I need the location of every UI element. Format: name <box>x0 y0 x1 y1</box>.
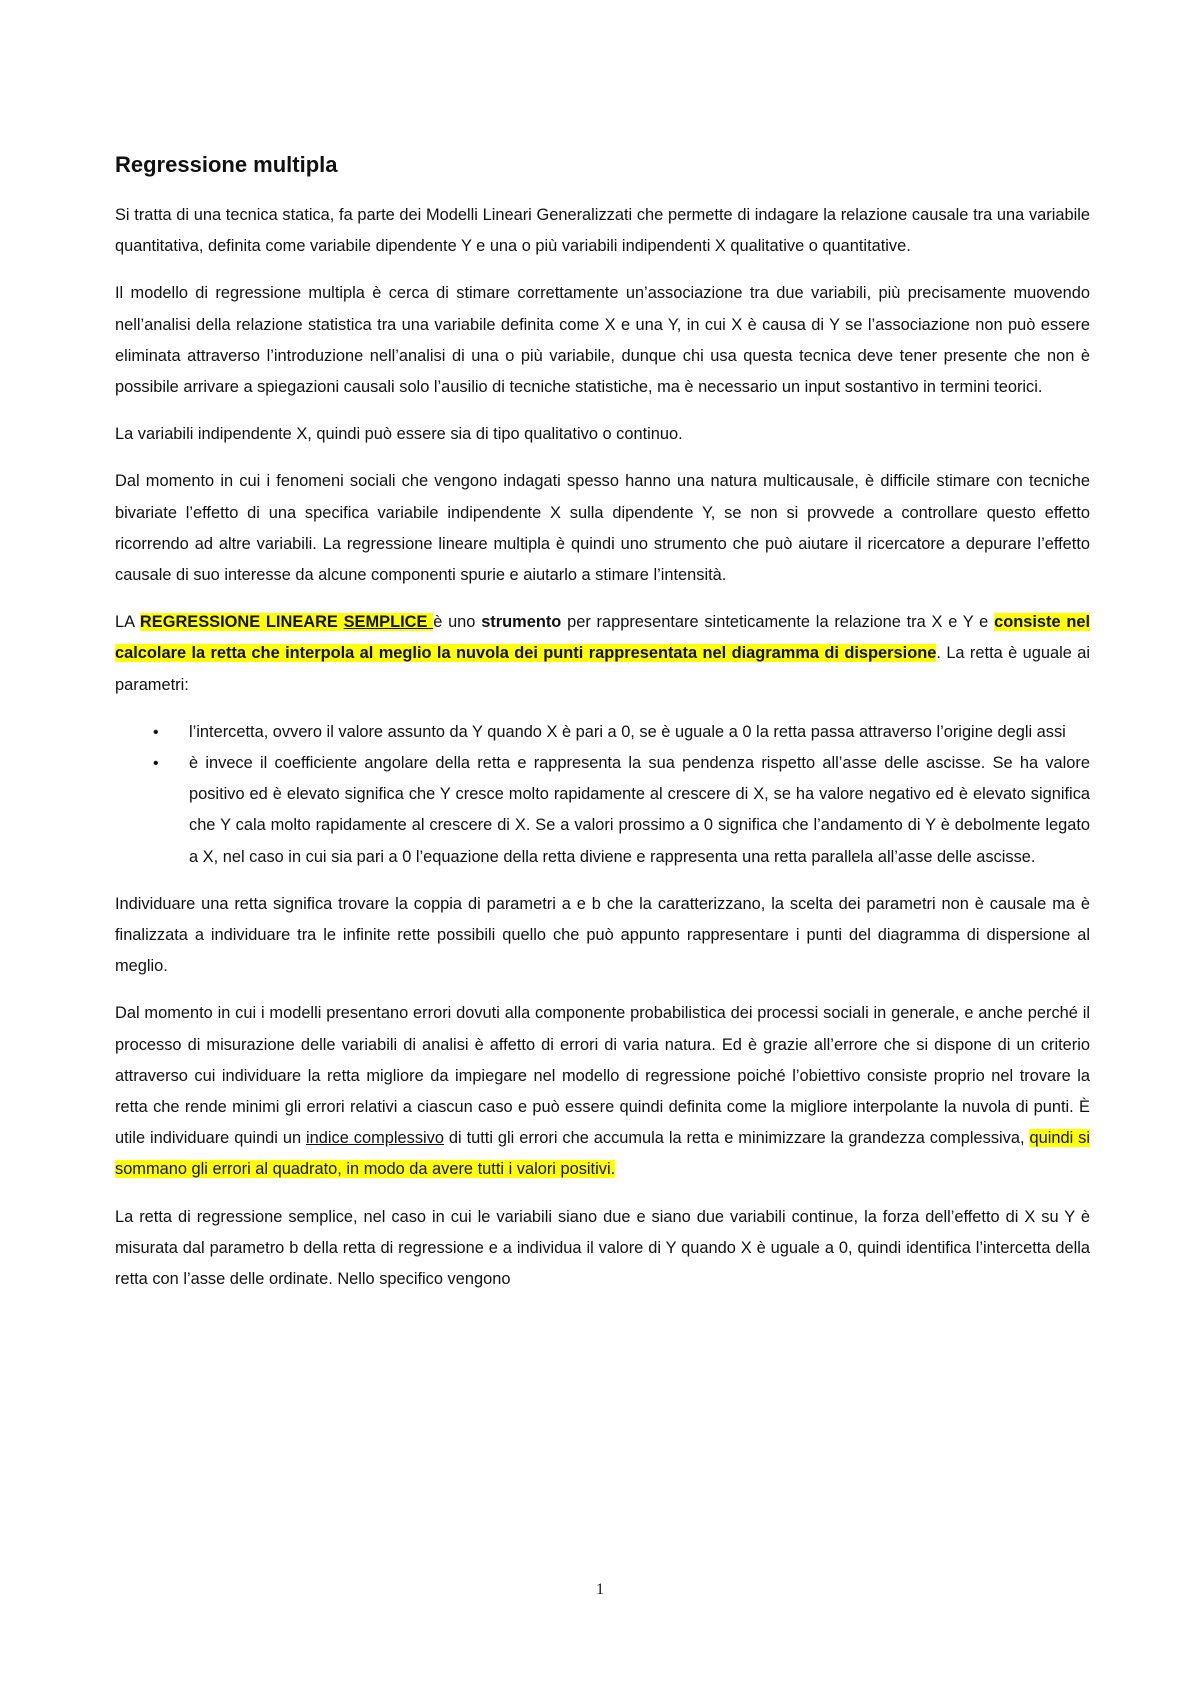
text-run: è uno <box>433 613 482 632</box>
highlight-definition: consiste nel calcolare la retta che interpola al meglio la nuvola dei punti rappresentata nel diagramma di dispersione <box>115 613 1091 663</box>
list-item-text: è invece il coefficiente angolare della retta e rappresenta la sua pendenza rispetto all’asse delle ascisse. Se ha valore positivo ed è elevato significa che Y cresce molto rapidamente al crescere di X, se ha valore negativo ed è elevato significa che Y cala molto rapidamente al crescere di X. Se a valori prossimo a 0 significa che l’andamento di Y è debolmente legato a X, nel caso in cui sia pari a 0 l’equazione della retta diviene e rappresenta una retta parallela all’asse delle ascisse. <box>189 754 1090 866</box>
highlight-regressione-lineare: REGRESSIONE LINEARE <box>139 613 344 632</box>
text-run: Dal momento in cui i modelli presentano errori dovuti alla componente probabilistica dei processi sociali in generale, e anche perché il processo di misurazione delle variabili di analisi è affetto di errori di varia natura. Ed è grazie all’errore che si dispone di un criterio attraverso cui individuare la retta migliore da impiegare nel modello di regressione poiché l’obiettivo consiste proprio nel trovare la retta che rende minimi gli errori relativi a ciascun caso e può essere quindi definita come la migliore interpolante la nuvola di punti. È utile individuare quindi un <box>115 1004 1090 1148</box>
paragraph-independent-variable: La variabili indipendente X, quindi può essere sia di tipo qualitativo o continuo. <box>115 425 683 444</box>
underlined-indice-complessivo: indice complessivo <box>306 1129 444 1148</box>
text-run: . La retta è uguale ai parametri: <box>115 644 1090 694</box>
paragraph-errors <box>115 998 1090 1185</box>
text-run: LA <box>115 613 140 632</box>
paragraph-model: Il modello di regressione multipla è cerca di stimare correttamente un’associazione tra due variabili, più precisamente muovendo nell’analisi della relazione statistica tra una variabile definita come X e una Y, in cui X è causa di Y se l’associazione non può essere eliminata attraverso l’introduzione nell’analisi di una o più variabile, dunque chi usa questa tecnica deve tener presente che non è possibile arrivare a spiegazioni causali solo l’ausilio di tecniche statistiche, ma è necessario un input sostantivo in termini teorici. <box>115 284 1090 397</box>
parameters-list <box>115 717 1090 873</box>
list-item-slope <box>115 748 1090 873</box>
document-title: Regressione multipla <box>115 152 338 177</box>
paragraph-multicausal: Dal momento in cui i fenomeni sociali che vengono indagati spesso hanno una natura multicausale, è difficile stimare con tecniche bivariate l’effetto di una specifica variabile indipendente X sulla dipendente Y, se non si provvede a controllare questo effetto ricorrendo ad altre variabili. La regressione lineare multipla è quindi uno strumento che può aiutare il ricercatore a depurare l’effetto causale di suo interesse da alcune componenti spurie e aiutarlo a stimare l’intensità. <box>115 472 1090 585</box>
text-run: per rappresentare sinteticamente la relazione tra X e Y e <box>561 613 995 632</box>
list-item-intercept <box>115 717 1090 748</box>
paragraph-intro: Si tratta di una tecnica statica, fa parte dei Modelli Lineari Generalizzati che permette di indagare la relazione causale tra una variabile quantitativa, definita come variabile dipendente Y e una o più variabili indipendenti X qualitative o quantitative. <box>115 206 1090 256</box>
highlight-semplice: SEMPLICE <box>343 613 434 632</box>
bold-strumento: strumento <box>481 613 562 632</box>
text-run: di tutti gli errori che accumula la retta e minimizzare la grandezza complessiva, <box>443 1129 1030 1148</box>
bullet-icon: • <box>153 755 159 773</box>
list-item-text: l’intercetta, ovvero il valore assunto da Y quando X è pari a 0, se è uguale a 0 la retta passa attraverso l’origine degli assi <box>189 722 1066 741</box>
paragraph-parameters: Individuare una retta significa trovare la coppia di parametri a e b che la caratterizzano, la scelta dei parametri non è causale ma è finalizzata a individuare tra le infinite rette possibili quello che può appunto rappresentare i punti del diagramma di dispersione al meglio. <box>115 894 1090 976</box>
highlight-squared-errors: quindi si sommano gli errori al quadrato, in modo da avere tutti i valori positivi. <box>115 1129 1090 1179</box>
paragraph-simple-regression <box>115 607 1090 701</box>
bullet-icon: • <box>153 723 159 741</box>
page-number: 1 <box>596 1581 604 1598</box>
paragraph-regression-line: La retta di regressione semplice, nel caso in cui le variabili siano due e siano due variabili continue, la forza dell’effetto di X su Y è misurata dal parametro b della retta di regressione e a individua il valore di Y quando X è uguale a 0, quindi identifica l’intercetta della retta con l’asse delle ordinate. Nello specifico vengono <box>115 1207 1090 1289</box>
